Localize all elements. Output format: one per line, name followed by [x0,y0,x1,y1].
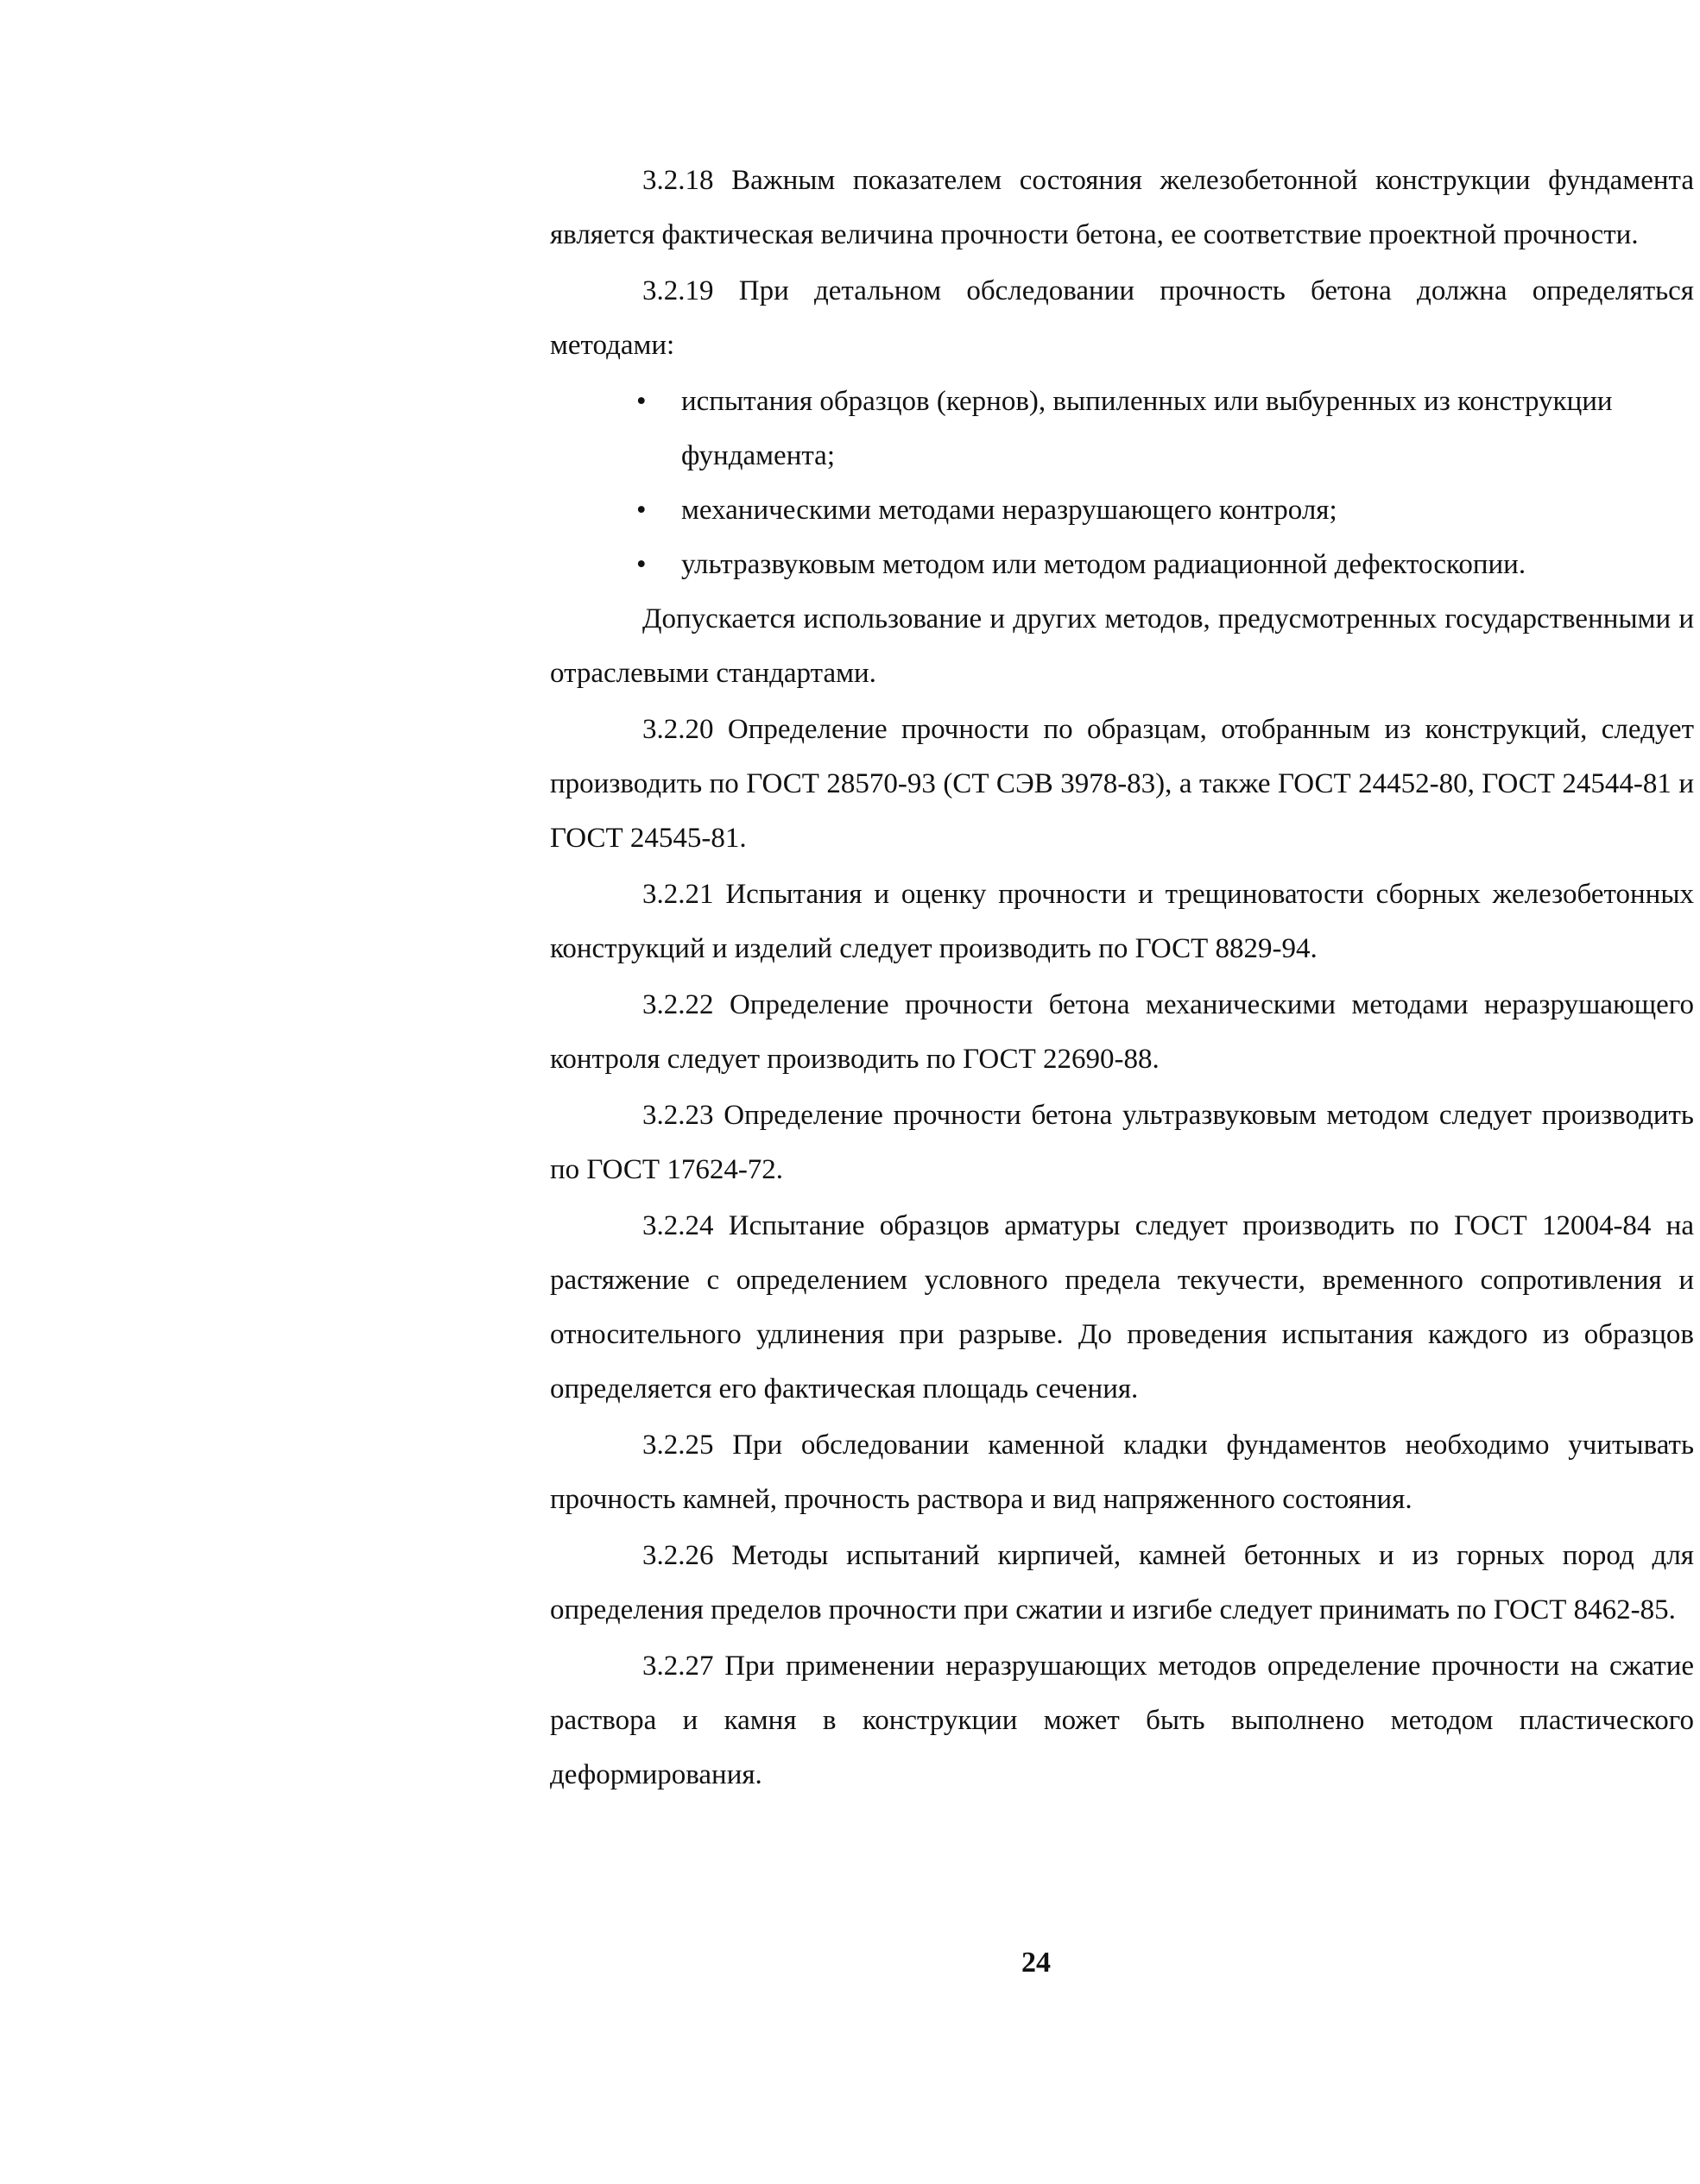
bullet-icon: • [636,549,647,580]
document-body [550,154,1694,1804]
paragraph-allowed-methods: Допускается использование и других методов, предусмотренных государственными и отраслевыми стандартами. [550,603,1694,689]
list-item-text: испытания образцов (кернов), выпиленных или выбуренных из конструкции фундамента; [681,386,1613,471]
paragraph-3-2-20: 3.2.20 Определение прочности по образцам, отобранным из конструкций, следует производить по ГОСТ 28570-93 (СТ СЭВ 3978-83), а также ГОСТ 24452-80, ГОСТ 24544-81 и ГОСТ 24545-81. [550,714,1694,854]
methods-list [550,375,1694,592]
page-number: 24 [1021,1947,1051,1979]
list-item [636,483,1694,538]
bullet-icon: • [636,495,647,526]
paragraph-3-2-25: 3.2.25 При обследовании каменной кладки фундаментов необходимо учитывать прочность камней, прочность раствора и вид напряженного состояния. [550,1430,1694,1515]
paragraph-3-2-19: 3.2.19 При детальном обследовании прочность бетона должна определяться методами: [550,275,1694,361]
paragraph-3-2-27: 3.2.27 При применении неразрушающих методов определение прочности на сжатие раствора и камня в конструкции может быть выполнено методом пластического деформирования. [550,1651,1694,1790]
paragraph-3-2-26: 3.2.26 Методы испытаний кирпичей, камней бетонных и из горных пород для определения пределов прочности при сжатии и изгибе следует принимать по ГОСТ 8462-85. [550,1540,1694,1625]
paragraph-3-2-24: 3.2.24 Испытание образцов арматуры следует производить по ГОСТ 12004-84 на растяжение с определением условного предела текучести, временного сопротивления и относительного удлинения при разрыве. До проведения испытания каждого из образцов определяется его фактическая площадь сечения. [550,1210,1694,1404]
paragraph-3-2-22: 3.2.22 Определение прочности бетона механическими методами неразрушающего контроля следует производить по ГОСТ 22690-88. [550,989,1694,1075]
list-item [636,375,1694,483]
list-item [636,538,1694,592]
paragraph-3-2-18: 3.2.18 Важным показателем состояния железобетонной конструкции фундамента является фактическая величина прочности бетона, ее соответствие проектной прочности. [550,165,1694,250]
paragraph-3-2-21: 3.2.21 Испытания и оценку прочности и трещиноватости сборных железобетонных конструкций и изделий следует производить по ГОСТ 8829-94. [550,879,1694,964]
list-item-text: механическими методами неразрушающего контроля; [681,495,1337,526]
bullet-icon: • [636,386,647,417]
paragraph-3-2-23: 3.2.23 Определение прочности бетона ультразвуковым методом следует производить по ГОСТ 17624-72. [550,1100,1694,1185]
list-item-text: ультразвуковым методом или методом радиационной дефектоскопии. [681,549,1526,580]
